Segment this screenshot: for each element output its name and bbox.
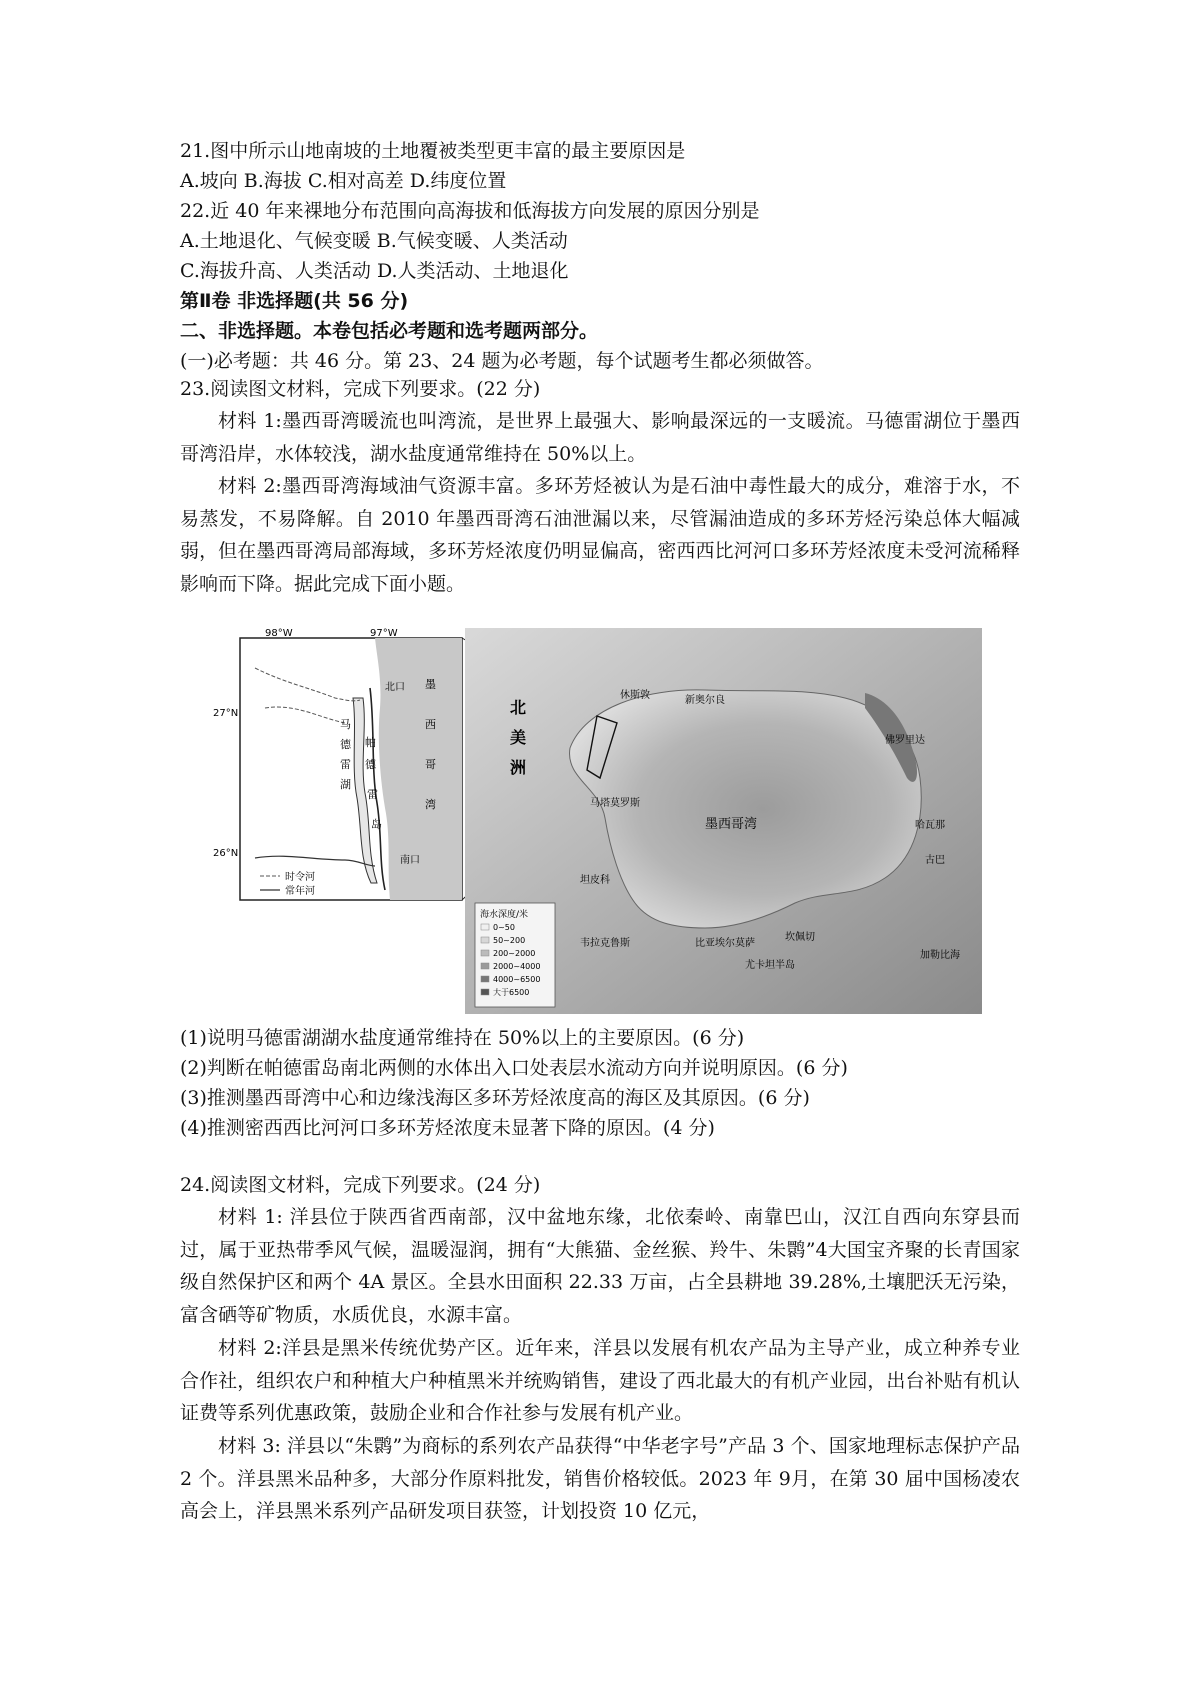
gulf-label: 墨西哥湾: [705, 817, 758, 832]
depth-legend-title: 海水深度/米: [480, 910, 529, 920]
section-subtitle: 二、非选择题。本卷包括必考题和选考题两部分。: [180, 320, 599, 342]
q23-stem: 23.阅读图文材料，完成下列要求。(22 分): [180, 378, 541, 400]
lon-97: 97°W: [370, 628, 398, 639]
houston-label: 休斯敦: [620, 690, 650, 701]
section-title: 第Ⅱ卷 非选择题(共 56 分): [180, 290, 409, 312]
havana-label: 哈瓦那: [915, 820, 945, 831]
legend-perennial: 常年河: [285, 886, 315, 897]
q23-sub-3: (3)推测墨西哥湾中心和边缘浅海区多环芳烃浓度高的海区及其原因。(6 分): [180, 1087, 810, 1109]
q21-options: A.坡向 B.海拔 C.相对高差 D.纬度位置: [180, 170, 507, 192]
continent-char-3: 洲: [510, 758, 527, 777]
q24-stem: 24.阅读图文材料，完成下列要求。(24 分): [180, 1174, 541, 1196]
lat-26: 26°N: [213, 848, 239, 859]
lake-char-1: 马: [340, 718, 351, 731]
q23-material-1: 材料 1:墨西哥湾暖流也叫湾流，是世界上最强大、影响最深远的一支暖流。马德雷湖位于墨西哥湾沿岸，水体较浅，湖水盐度通常维持在 50%以上。: [180, 410, 1020, 465]
gulf-char-4: 湾: [425, 798, 436, 811]
q23-sub-4: (4)推测密西西比河河口多环芳烃浓度未显著下降的原因。(4 分): [180, 1117, 715, 1139]
legend-seasonal: 时令河: [285, 872, 315, 883]
q21-stem: 21.图中所示山地南坡的土地覆被类型更丰富的最主要原因是: [180, 140, 686, 162]
tampico-label: 坦皮科: [580, 875, 610, 886]
lon-98: 98°W: [265, 628, 293, 639]
main-map: [465, 628, 982, 1014]
veracruz-label: 韦拉克鲁斯: [580, 938, 630, 949]
north-mouth-label: 北口: [385, 682, 405, 693]
south-mouth-label: 南口: [400, 855, 420, 866]
q22-options-2: C.海拔升高、人类活动 D.人类活动、土地退化: [180, 260, 569, 282]
cuba-label: 古巴: [925, 855, 945, 866]
continent-char-2: 美: [510, 728, 527, 747]
florida-label: 佛罗里达: [885, 735, 925, 746]
q23-sub-1: (1)说明马德雷湖湖水盐度通常维持在 50%以上的主要原因。(6 分): [180, 1027, 745, 1049]
gulf-char-3: 哥: [425, 758, 436, 771]
q24-material-2: 材料 2:洋县是黑米传统优势产区。近年来，洋县以发展有机农产品为主导产业，成立种养专业合作社，组织农户和种植大户种植黑米并统购销售，建设了西北最大的有机产业园，出台补贴有机认证费等系列优惠政策，鼓励企业和合作社参与发展有机产业。: [180, 1337, 1020, 1424]
q23-sub-2: (2)判断在帕德雷岛南北两侧的水体出入口处表层水流动方向并说明原因。(6 分): [180, 1057, 848, 1079]
q24-material-1: 材料 1: 洋县位于陕西省西南部，汉中盆地东缘，北依秦岭、南靠巴山，汉江自西向东穿县而过，属于亚热带季风气候，温暖湿润，拥有“大熊猫、金丝猴、羚牛、朱鹮”4大国宝齐聚的长青国家级自然保护区和两个 4A 景区。全县水田面积 22.33 万亩，占全县耕地 39.28%,土壤肥沃无污染，富含硒等矿物质，水质优良，水源丰富。: [180, 1206, 1020, 1326]
yucatan-label: 尤卡坦半岛: [745, 960, 795, 971]
q24-material-3: 材料 3: 洋县以“朱鹮”为商标的系列农产品获得“中华老字号”产品 3 个、国家地理标志保护产品 2 个。洋县黑米品种多，大部分作原料批发，销售价格较低。2023 年 9月，在第 30 届中国杨凌农高会上，洋县黑米系列产品研发项目获签，计划投资 10 亿元，: [180, 1435, 1020, 1522]
depth-class-3: 200~2000: [493, 949, 536, 958]
new-orleans-label: 新奥尔良: [685, 695, 725, 706]
depth-class-4: 2000~4000: [493, 962, 541, 971]
villahermosa-label: 比亚埃尔莫萨: [695, 938, 755, 949]
depth-class-6: 大于6500: [493, 988, 530, 997]
island-char-4: 岛: [371, 818, 382, 831]
gulf-char-2: 西: [425, 718, 436, 731]
lake-char-3: 雷: [340, 758, 351, 771]
q22-stem: 22.近 40 年来裸地分布范围向高海拔和低海拔方向发展的原因分别是: [180, 200, 760, 222]
gulf-of-mexico-map: [213, 628, 982, 1014]
island-char-3: 雷: [367, 788, 378, 801]
q23-material-2: 材料 2:墨西哥湾海域油气资源丰富。多环芳烃被认为是石油中毒性最大的成分，难溶于水，不易蒸发，不易降解。自 2010 年墨西哥湾石油泄漏以来，尽管漏油造成的多环芳烃污染总体大幅减弱，但在墨西哥湾局部海域，多环芳烃浓度仍明显偏高，密西西比河河口多环芳烃浓度未受河流稀释影响而下降。据此完成下面小题。: [180, 475, 1020, 595]
lake-char-4: 湖: [340, 778, 351, 791]
lake-char-2: 德: [340, 738, 351, 751]
gulf-char-1: 墨: [425, 678, 436, 691]
q22-options-1: A.土地退化、气候变暖 B.气候变暖、人类活动: [180, 230, 568, 252]
island-char-1: 帕: [365, 736, 376, 749]
inset-map: [213, 628, 462, 900]
caribbean-label: 加勒比海: [920, 950, 960, 961]
island-char-2: 德: [365, 758, 376, 771]
continent-char-1: 北: [510, 698, 527, 717]
lat-27: 27°N: [213, 708, 239, 719]
depth-legend: [475, 903, 555, 1007]
matamoros-label: 马塔莫罗斯: [590, 798, 640, 809]
depth-class-2: 50~200: [493, 936, 526, 945]
depth-class-5: 4000~6500: [493, 975, 541, 984]
required-note: (一)必考题：共 46 分。第 23、24 题为必考题，每个试题考生都必须做答。: [180, 350, 824, 372]
depth-class-1: 0~50: [493, 923, 515, 932]
campeche-label: 坎佩切: [785, 932, 815, 943]
